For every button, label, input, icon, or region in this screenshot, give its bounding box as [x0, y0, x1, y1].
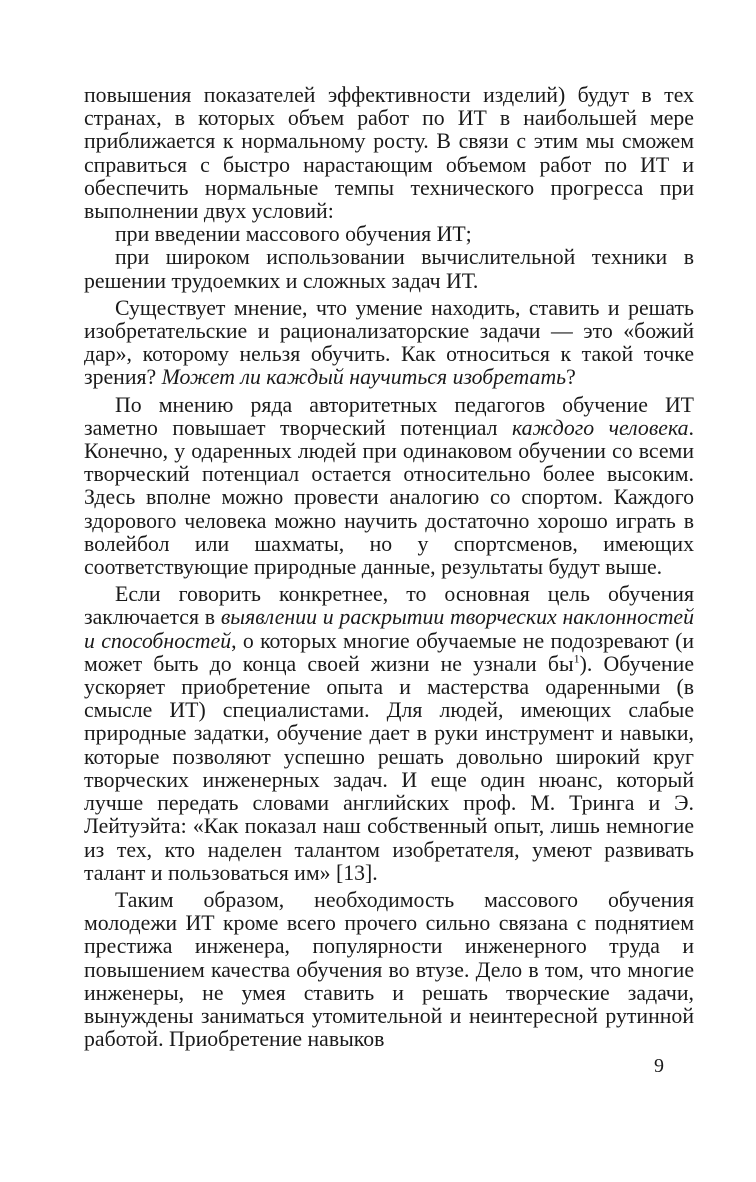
text-run: Если говорить конкретнее, то основная цель обучения заключается в	[84, 582, 694, 630]
text-run: при введении массового обучения ИТ;	[115, 222, 472, 247]
text-run: ). Обучение ускоряет приобретение опыта и мастерства одаренными (в смысле ИТ) специалистами. Для людей, имеющих слабые природные задатки, обучение дает в руки инструмент и навыки, которые позволяют успешно решать довольно широкий круг творческих инженерных задач. И еще один нюанс, который лучше передать словами английских проф. М. Тринга и Э. Лейтуэйта: «Как показал наш собственный опыт, лишь немногие из тех, кто наделен талантом изобретателя, умеют развивать талант и пользоваться им» [13].	[84, 651, 694, 885]
paragraph-condition-1	[84, 223, 694, 246]
paragraph-goal	[84, 583, 694, 885]
paragraph-teachers	[84, 394, 694, 580]
page-number: 9	[654, 1055, 664, 1077]
text-run: повышения показателей эффективности изделий) будут в тех странах, в которых объем работ по ИТ в наибольшей мере приближается к нормальному росту. В связи с этим мы сможем справиться с быстро нарастающим объемом работ по ИТ и обеспечить нормальные темпы технического прогресса при выполнении двух условий:	[84, 83, 694, 224]
text-run: , о которых многие обучаемые не подозревают (и может быть до конца своей жизни не узнали бы	[84, 628, 694, 676]
italic-run: выявлении и раскрытии творческих наклонностей и способностей	[84, 605, 695, 653]
paragraph-conclusion	[84, 889, 694, 1051]
paragraph-opinion	[84, 297, 694, 390]
italic-run: Может ли каждый научиться изобретать	[161, 365, 567, 390]
text-run: По мнению ряда авторитетных педагогов обучение ИТ заметно повышает творческий потенциал	[84, 392, 694, 440]
text-run: . Конечно, у одаренных людей при одинаковом обучении со всеми творческий потенциал остается относительно более высоким. Здесь вполне можно провести аналогию со спортом. Каждого здорового человека можно научить достаточно хорошо играть в волейбол или шахматы, но у спортсменов, имеющих соответствующие природные данные, результаты будут выше.	[84, 415, 694, 580]
text-run: Существует мнение, что умение находить, ставить и решать изобретательские и рационализаторские задачи — это «божий дар», которому нельзя обучить. Как относиться к такой точке зрения?	[84, 295, 694, 390]
footnote-marker: 1	[573, 651, 580, 666]
italic-run: каждого человека	[511, 415, 689, 440]
text-body	[84, 84, 694, 1051]
paragraph-continuation	[84, 84, 694, 223]
paragraph-condition-2	[84, 246, 694, 292]
text-run: при широком использовании вычислительной техники в решении трудоемких и сложных задач ИТ.	[84, 245, 694, 293]
text-run: ?	[566, 365, 576, 390]
text-run: Таким образом, необходимость массового обучения молодежи ИТ кроме всего прочего сильно связана с поднятием престижа инженера, популярности инженерного труда и повышением качества обучения во втузе. Дело в том, что многие инженеры, не умея ставить и решать творческие задачи, вынуждены заниматься утомительной и неинтересной рутинной работой. Приобретение навыков	[84, 887, 694, 1052]
